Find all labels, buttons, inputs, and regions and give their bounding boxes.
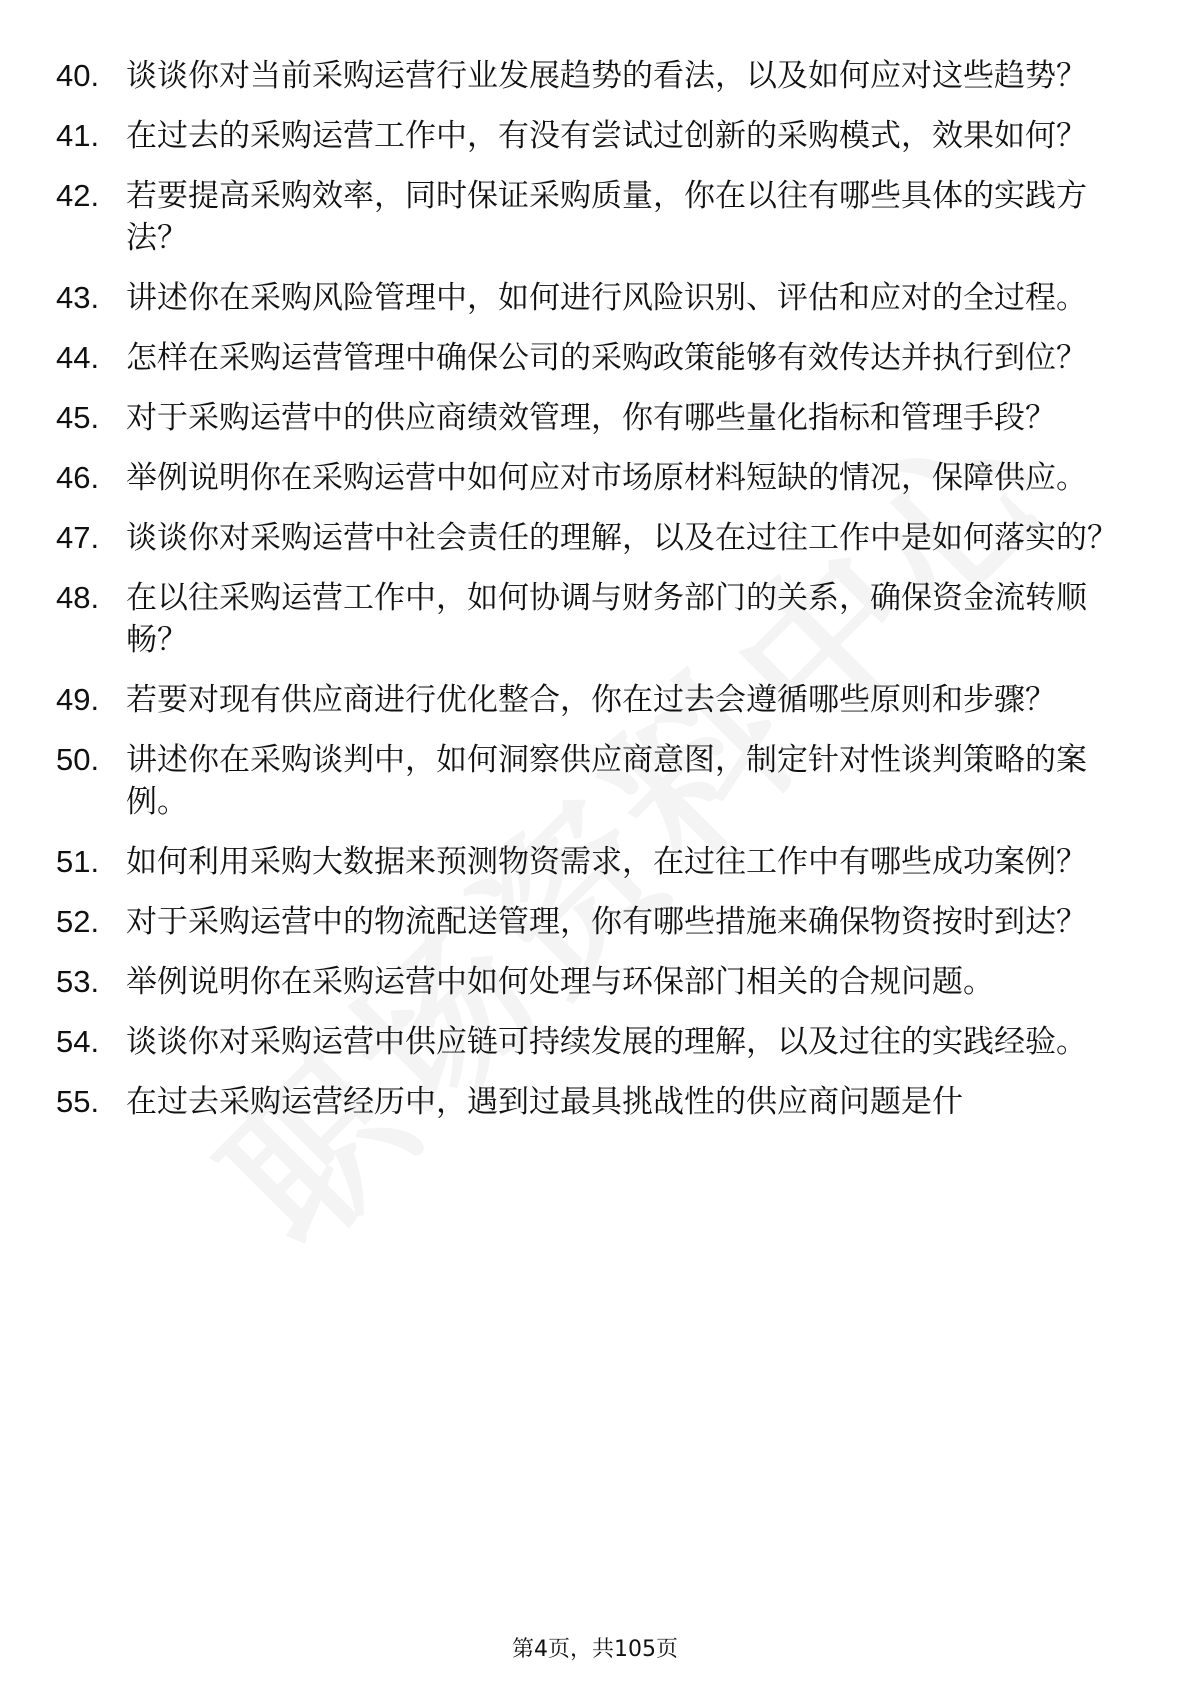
list-item bbox=[56, 739, 1121, 823]
list-item bbox=[56, 397, 1121, 439]
question-number: 43. bbox=[56, 280, 100, 315]
question-text: 在过去采购运营经历中，遇到过最具挑战性的供应商问题是什 bbox=[126, 1084, 963, 1120]
list-item bbox=[56, 517, 1121, 559]
question-number: 51. bbox=[56, 844, 100, 879]
question-text: 举例说明你在采购运营中如何应对市场原材料短缺的情况，保障供应。 bbox=[126, 460, 1087, 496]
question-number: 49. bbox=[56, 682, 100, 717]
list-item bbox=[56, 175, 1121, 259]
list-item bbox=[56, 277, 1121, 319]
list-item bbox=[56, 679, 1121, 721]
question-number: 47. bbox=[56, 520, 100, 555]
question-number: 41. bbox=[56, 118, 100, 153]
question-text: 怎样在采购运营管理中确保公司的采购政策能够有效传达并执行到位？ bbox=[126, 340, 1087, 376]
question-text: 对于采购运营中的供应商绩效管理，你有哪些量化指标和管理手段？ bbox=[126, 400, 1056, 436]
question-number: 54. bbox=[56, 1024, 100, 1059]
question-text: 讲述你在采购风险管理中，如何进行风险识别、评估和应对的全过程。 bbox=[126, 280, 1087, 316]
list-item bbox=[56, 961, 1121, 1003]
question-text: 如何利用采购大数据来预测物资需求，在过往工作中有哪些成功案例？ bbox=[126, 844, 1087, 880]
question-number: 52. bbox=[56, 904, 100, 939]
question-text: 谈谈你对采购运营中社会责任的理解，以及在过往工作中是如何落实的？ bbox=[126, 520, 1118, 556]
question-text: 对于采购运营中的物流配送管理，你有哪些措施来确保物资按时到达？ bbox=[126, 904, 1087, 940]
list-item bbox=[56, 1081, 1121, 1123]
list-item bbox=[56, 55, 1121, 97]
list-item bbox=[56, 115, 1121, 157]
question-number: 48. bbox=[56, 580, 100, 615]
question-number: 40. bbox=[56, 58, 100, 93]
question-number: 45. bbox=[56, 400, 100, 435]
question-text: 若要提高采购效率，同时保证采购质量，你在以往有哪些具体的实践方法？ bbox=[126, 178, 1087, 256]
question-text: 在过去的采购运营工作中，有没有尝试过创新的采购模式，效果如何？ bbox=[126, 118, 1087, 154]
question-number: 50. bbox=[56, 742, 100, 777]
question-text: 举例说明你在采购运营中如何处理与环保部门相关的合规问题。 bbox=[126, 964, 994, 1000]
question-text: 若要对现有供应商进行优化整合，你在过去会遵循哪些原则和步骤？ bbox=[126, 682, 1056, 718]
page-footer: 第4页，共105页 bbox=[512, 1637, 678, 1662]
question-text: 在以往采购运营工作中，如何协调与财务部门的关系，确保资金流转顺畅？ bbox=[126, 580, 1087, 658]
question-number: 42. bbox=[56, 178, 100, 213]
question-text: 谈谈你对当前采购运营行业发展趋势的看法，以及如何应对这些趋势？ bbox=[126, 58, 1087, 94]
list-item bbox=[56, 901, 1121, 943]
list-item bbox=[56, 577, 1121, 661]
list-item bbox=[56, 337, 1121, 379]
question-number: 44. bbox=[56, 340, 100, 375]
question-text: 谈谈你对采购运营中供应链可持续发展的理解，以及过往的实践经验。 bbox=[126, 1024, 1087, 1060]
question-number: 46. bbox=[56, 460, 100, 495]
question-list bbox=[56, 55, 1136, 1141]
list-item bbox=[56, 1021, 1121, 1063]
question-number: 53. bbox=[56, 964, 100, 999]
list-item bbox=[56, 841, 1121, 883]
question-text: 讲述你在采购谈判中，如何洞察供应商意图，制定针对性谈判策略的案例。 bbox=[126, 742, 1087, 820]
list-item bbox=[56, 457, 1121, 499]
question-number: 55. bbox=[56, 1084, 100, 1119]
